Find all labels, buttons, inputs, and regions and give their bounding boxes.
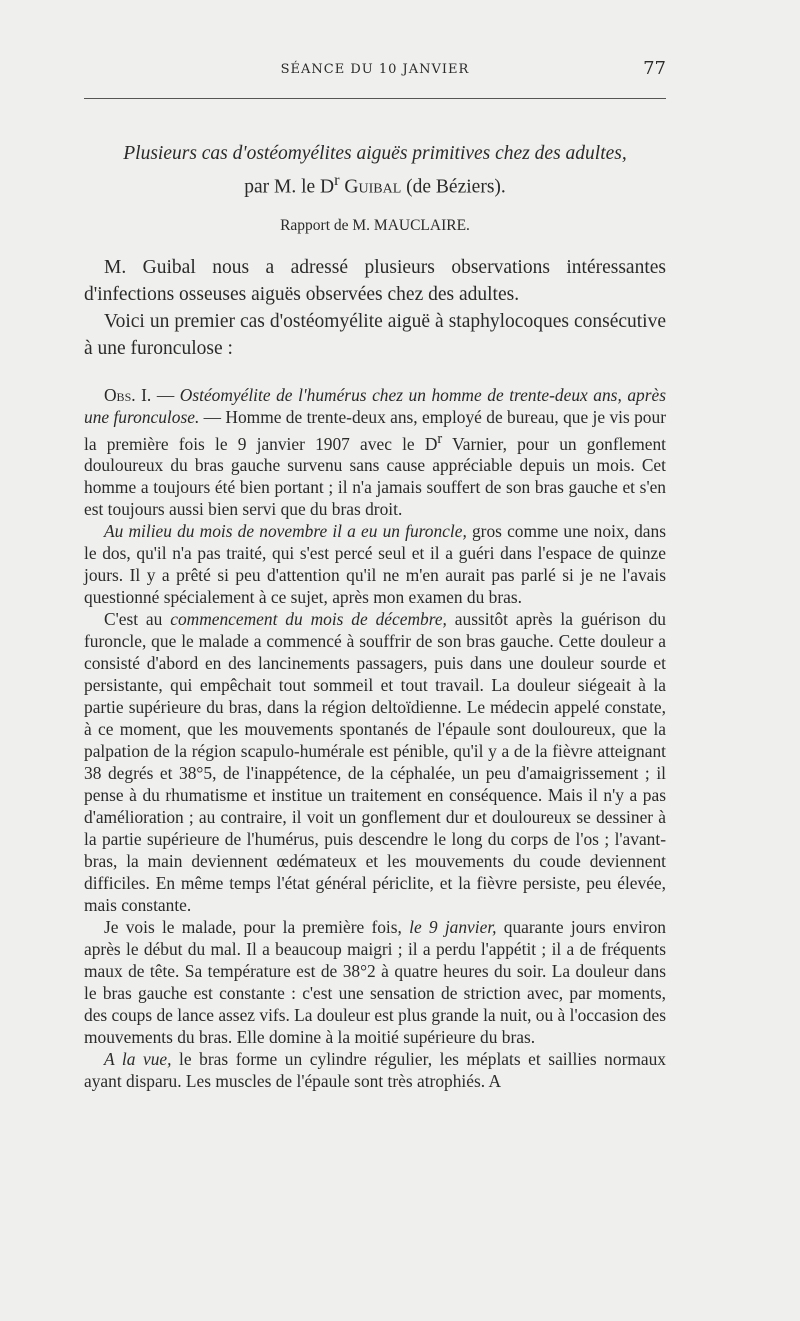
observation-paragraph-5 [84, 1048, 666, 1092]
intro [84, 254, 666, 362]
author-name: Guibal [344, 176, 402, 198]
p2-text: gros comme une noix, dans le dos, qu'il n'a pas traité, qui s'est percé seul et il a guéri dans l'espace de quinze jours. Il y a prêté si peu d'attention qu'il ne m'en aurait pas parlé si je ne l'avais questionné spécialement à ce sujet, après mon examen du bras. [84, 521, 666, 608]
observation-paragraph-3 [84, 608, 666, 916]
page-number: 77 [643, 58, 666, 79]
intro-paragraph-1: M. Guibal nous a adressé plusieurs observations intéressantes d'infections osseuses aiguës observées chez des adultes. [84, 256, 666, 305]
byline-prefix: par M. le D [244, 176, 335, 198]
observation-paragraph-1 [84, 384, 666, 521]
observation [84, 384, 666, 1093]
p4-before: Je vois le malade, pour la première fois, [104, 917, 410, 938]
byline-suffix: (de Béziers). [406, 176, 506, 198]
p4-text: quarante jours environ après le début du mal. Il a beaucoup maigri ; il a perdu l'appétit ; il a de fréquents maux de tête. Sa température est de 38°2 à quatre heures du soir. La douleur dans le bras gauche est constante : c'est une sensation de striction avec, par moments, des coups de lance assez vifs. La douleur est plus grande la nuit, ou à l'occasion des mouvements du bras. Elle domine à la moitié supérieure du bras. [84, 917, 667, 1048]
obs-text-2: Varnier, pour un gonflement douloureux du bras gauche survenu sans cause appréciable depuis un mois. Cet homme a toujours été bien portant ; il n'a jamais souffert de son bras gauche et s'en est toujours aussi bien servi que du bras droit. [84, 433, 666, 520]
obs-dash: — [151, 384, 180, 405]
p4-italic: le 9 janvier, [409, 917, 497, 938]
obs-label: Obs. I. [104, 384, 152, 405]
article-title: Plusieurs cas d'ostéomyélites aiguës primitives chez des adultes, [123, 143, 627, 164]
byline-superscript: r [334, 171, 340, 189]
intro-paragraph-2: Voici un premier cas d'ostéomyélite aiguë à staphylocoques consécutive à une furonculose : [84, 310, 666, 359]
observation-paragraph-4 [84, 916, 666, 1048]
report-line: Rapport de M. MAUCLAIRE. [280, 216, 470, 234]
obs-heading: Ostéomyélite de l'humérus chez un homme de trente-deux ans, après une furonculose. [84, 384, 666, 427]
p3-italic: commencement du mois de décembre, [170, 609, 447, 630]
p3-before: C'est au [104, 609, 171, 630]
p3-text: aussitôt après la guérison du furoncle, que le malade a commencé à souffrir de son bras gauche. Cette douleur a consisté d'abord en des lancinements passagers, puis dans une douleur sourde et persistante, qui empêchait tout sommeil et tout travail. La douleur siégeait à la partie supérieure du bras, dans la région deltoïdienne. Le médecin appelé constate, à ce moment, que les mouvements spontanés de l'épaule sont douloureux, que la palpation de la région scapulo-humérale est pénible, qu'il y a de la fièvre atteignant 38 degrés et 38°5, de l'inappétence, de la céphalée, un peu d'amaigrissement ; il pense à du rhumatisme et institue un traitement en conséquence. Mais il n'y a pas d'amélioration ; au contraire, il voit un gonflement dur et douloureux se dessiner à la partie supérieure de l'humérus, puis descendre le long du corps de l'os ; l'avant-bras, la main deviennent œdémateux et les mouvements du coude deviennent difficiles. En même temps l'état général périclite, et la fièvre persiste, peu élevée, mais constante. [84, 609, 666, 916]
article-byline [84, 167, 666, 201]
obs-text-1: — Homme de trente-deux ans, employé de bureau, que je vis pour la première fois le 9 janvier 1907 avec le D [84, 406, 666, 454]
page-header [84, 58, 666, 88]
observation-paragraph-2 [84, 520, 666, 608]
article-body [84, 140, 666, 1092]
p5-italic: A la vue, [104, 1049, 172, 1070]
header-rule [84, 98, 666, 99]
p5-text: le bras forme un cylindre régulier, les méplats et saillies normaux ayant disparu. Les muscles de l'épaule sont très atrophiés. A [84, 1049, 666, 1092]
running-head: SÉANCE DU 10 JANVIER [280, 62, 470, 77]
p2-italic: Au milieu du mois de novembre il a eu un furoncle, [104, 521, 467, 542]
obs-superscript: r [437, 430, 443, 447]
